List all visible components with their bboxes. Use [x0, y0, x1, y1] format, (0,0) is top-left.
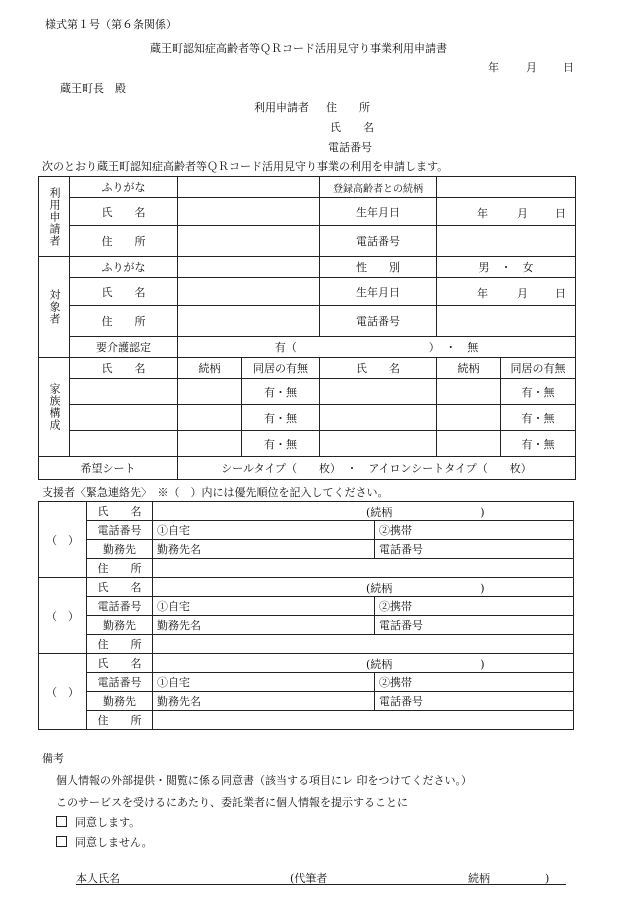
family-cohab-field[interactable]: 有・無: [242, 405, 320, 431]
consent-text: このサービスを受けるにあたり、委託業者に個人情報を提示することに: [56, 796, 408, 809]
applicant-label: 利用申請者: [254, 101, 309, 114]
applicant-address-field[interactable]: [178, 226, 320, 257]
applicant-furigana-field[interactable]: [178, 177, 320, 198]
applicant-address-label: 住 所: [326, 101, 370, 114]
family-relation-field[interactable]: [437, 405, 501, 431]
target-phone-field[interactable]: [437, 306, 576, 337]
applicant-name-label: 氏 名: [330, 121, 374, 134]
supporter-name-field[interactable]: [153, 654, 574, 673]
applicant-address-label: 住 所: [70, 226, 178, 257]
signature-relation-label: 続柄 ): [468, 872, 550, 885]
birth-month-unit: 月: [517, 207, 528, 220]
agree-option[interactable]: [56, 814, 140, 830]
applicant-relation-field[interactable]: [437, 177, 576, 198]
supporter-work-name-field[interactable]: 勤務先名: [153, 616, 375, 635]
supporter-work-name-field[interactable]: 勤務先名: [153, 540, 375, 559]
addressee: 蔵王町長 殿: [60, 82, 126, 95]
applicant-phone-label: 電話番号: [328, 141, 372, 154]
signature-name-label: 本人氏名: [76, 872, 120, 885]
supporter-work-label: 勤務先: [87, 692, 153, 711]
date-day-label: 日: [563, 61, 574, 74]
applicant-section-label: 利用申請者: [39, 177, 70, 257]
supporter-relation-label: (続柄 ): [366, 582, 485, 595]
target-birth-month-unit: 月: [517, 287, 528, 300]
target-furigana-label: ふりがな: [70, 257, 178, 278]
signature-proxy-label: (代筆者: [290, 872, 328, 885]
form-title: 蔵王町認知症高齢者等ＱＲコード活用見守り事業利用申請書: [150, 42, 447, 55]
supporter-address-label: 住 所: [87, 559, 153, 578]
supporter-phone-label: 電話番号: [87, 521, 153, 540]
supporter-home-phone-field[interactable]: ①自宅: [153, 597, 375, 616]
supporter-home-phone-field[interactable]: ①自宅: [153, 673, 375, 692]
care-level-field[interactable]: 有（ ） ・ 無: [178, 337, 576, 358]
applicant-birth-field[interactable]: [437, 198, 576, 226]
remarks-title: 備考: [42, 752, 64, 765]
family-name-field[interactable]: [320, 405, 437, 431]
applicant-phone-field[interactable]: [437, 226, 576, 257]
disagree-option[interactable]: [56, 834, 153, 850]
supporter-priority-field[interactable]: （ ）: [39, 654, 87, 730]
agree-label: 同意します。: [75, 816, 141, 829]
supporter-address-field[interactable]: [153, 711, 574, 730]
family-cohab-field[interactable]: 有・無: [242, 379, 320, 405]
family-relation-field[interactable]: [178, 405, 242, 431]
supporter-phone-label: 電話番号: [87, 597, 153, 616]
family-cohab-field[interactable]: 有・無: [501, 379, 576, 405]
family-name-field[interactable]: [320, 431, 437, 457]
date-month-label: 月: [526, 61, 537, 74]
target-gender-label: 性 別: [320, 257, 437, 278]
supporter-address-label: 住 所: [87, 711, 153, 730]
target-name-label: 氏 名: [70, 278, 178, 306]
supporter-table: [38, 501, 574, 730]
care-level-label: 要介護認定: [70, 337, 178, 358]
family-header-cohab-2: 同居の有無: [501, 358, 576, 379]
supporter-priority-field[interactable]: （ ）: [39, 502, 87, 578]
date-year-label: 年: [488, 61, 499, 74]
family-name-field[interactable]: [320, 379, 437, 405]
supporter-name-field[interactable]: [153, 578, 574, 597]
applicant-name-label: 氏 名: [70, 198, 178, 226]
supporter-work-phone-field[interactable]: 電話番号: [375, 692, 574, 711]
disagree-checkbox[interactable]: [56, 836, 67, 847]
birth-year-unit: 年: [477, 207, 488, 220]
family-cohab-field[interactable]: 有・無: [501, 431, 576, 457]
supporter-work-phone-field[interactable]: 電話番号: [375, 616, 574, 635]
target-phone-label: 電話番号: [320, 306, 437, 337]
applicant-furigana-label: ふりがな: [70, 177, 178, 198]
supporter-address-field[interactable]: [153, 635, 574, 654]
supporter-priority-field[interactable]: （ ）: [39, 578, 87, 654]
sheet-label: 希望シート: [39, 457, 178, 480]
target-name-field[interactable]: [178, 278, 320, 306]
family-header-name-1: 氏 名: [70, 358, 178, 379]
family-relation-field[interactable]: [178, 379, 242, 405]
family-header-name-2: 氏 名: [320, 358, 437, 379]
supporter-relation-label: (続柄 ): [366, 658, 485, 671]
family-header-cohab-1: 同居の有無: [242, 358, 320, 379]
family-relation-field[interactable]: [437, 431, 501, 457]
supporter-work-name-field[interactable]: 勤務先名: [153, 692, 375, 711]
supporter-mobile-phone-field[interactable]: ②携帯: [375, 673, 574, 692]
agree-checkbox[interactable]: [56, 816, 67, 827]
family-section-label: 家族構成: [39, 358, 70, 457]
sheet-field[interactable]: シールタイプ（ 枚） ・ アイロンシートタイプ（ 枚）: [178, 457, 576, 480]
family-header-relation-2: 続柄: [437, 358, 501, 379]
family-relation-field[interactable]: [178, 431, 242, 457]
supporter-name-field[interactable]: [153, 502, 574, 521]
supporter-mobile-phone-field[interactable]: ②携帯: [375, 597, 574, 616]
target-birth-field[interactable]: [437, 278, 576, 306]
form-number: 様式第１号（第６条関係）: [45, 18, 177, 31]
target-furigana-field[interactable]: [178, 257, 320, 278]
family-cohab-field[interactable]: 有・無: [501, 405, 576, 431]
birth-day-unit: 日: [555, 207, 566, 220]
signature-line[interactable]: [76, 870, 566, 885]
intro-text: 次のとおり蔵王町認知症高齢者等ＱＲコード活用見守り事業の利用を申請します。: [42, 160, 449, 173]
target-birth-day-unit: 日: [555, 287, 566, 300]
consent-title: 個人情報の外部提供・閲覧に係る同意書（該当する項目にレ 印をつけてください。）: [56, 774, 472, 787]
supporter-work-label: 勤務先: [87, 540, 153, 559]
applicant-phone-label: 電話番号: [320, 226, 437, 257]
target-birth-year-unit: 年: [477, 287, 488, 300]
supporter-work-label: 勤務先: [87, 616, 153, 635]
target-address-field[interactable]: [178, 306, 320, 337]
applicant-relation-label: 登録高齢者との続柄: [320, 177, 437, 198]
supporter-mobile-phone-field[interactable]: ②携帯: [375, 521, 574, 540]
supporter-name-label: 氏 名: [87, 502, 153, 521]
supporter-home-phone-field[interactable]: ①自宅: [153, 521, 375, 540]
target-section-label: 対象者: [39, 257, 70, 358]
supporter-phone-label: 電話番号: [87, 673, 153, 692]
family-name-field[interactable]: [70, 431, 178, 457]
supporter-relation-label: (続柄 ): [366, 506, 485, 519]
family-header-relation-1: 続柄: [178, 358, 242, 379]
target-address-label: 住 所: [70, 306, 178, 337]
family-name-field[interactable]: [70, 405, 178, 431]
applicant-birth-label: 生年月日: [320, 198, 437, 226]
supporter-name-label: 氏 名: [87, 578, 153, 597]
supporter-work-phone-field[interactable]: 電話番号: [375, 540, 574, 559]
main-table: [38, 176, 576, 480]
disagree-label: 同意しません。: [75, 836, 153, 849]
family-name-field[interactable]: [70, 379, 178, 405]
family-cohab-field[interactable]: 有・無: [242, 431, 320, 457]
applicant-name-field[interactable]: [178, 198, 320, 226]
supporter-heading: 支援者〈緊急連絡先〉 ※（ ）内には優先順位を記入してください。: [42, 486, 389, 499]
target-birth-label: 生年月日: [320, 278, 437, 306]
family-relation-field[interactable]: [437, 379, 501, 405]
supporter-address-label: 住 所: [87, 635, 153, 654]
supporter-name-label: 氏 名: [87, 654, 153, 673]
target-gender-field[interactable]: 男 ・ 女: [437, 257, 576, 278]
supporter-address-field[interactable]: [153, 559, 574, 578]
